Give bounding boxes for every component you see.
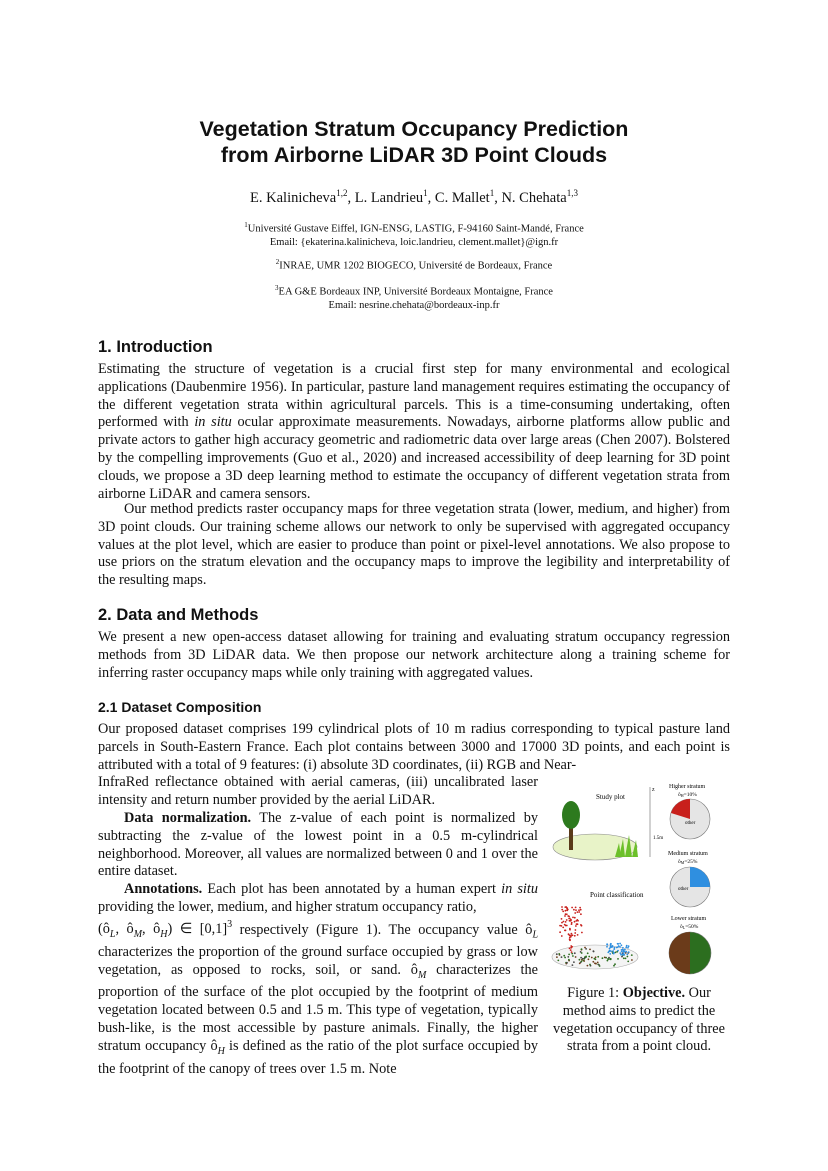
point-cloud-point [577,923,579,925]
text-run: respectively (Figure 1). The occupancy value ô [232,921,533,938]
study-plot-label: Study plot [596,793,625,801]
point-cloud-point [572,955,574,957]
point-cloud-point [575,925,577,927]
point-cloud-point [609,950,611,952]
point-cloud-point [574,932,576,934]
point-cloud-point [613,965,615,967]
point-cloud-point [570,949,572,951]
affil-email: Email: {ekaterina.kalinicheva, loic.landrieu, clement.mallet}@ign.fr [269,236,559,248]
point-cloud-point [622,947,624,949]
point-cloud-point [626,945,628,947]
point-cloud-point [587,952,589,954]
point-cloud-point [566,907,568,909]
point-cloud-point [579,963,581,965]
point-cloud-point [607,960,609,962]
point-cloud-point [607,958,609,960]
medium-stratum-value: ôM=25% [678,859,698,865]
point-cloud-point [585,948,587,950]
point-cloud-point [609,953,611,955]
title-line-1: Vegetation Stratum Occupancy Prediction [199,117,629,141]
author: E. Kalinicheva [250,189,337,206]
point-cloud-point [579,907,581,909]
z-axis-label: z [652,787,655,793]
affil-line: EA G&E Bordeaux INP, Université Bordeaux Montaigne, France [278,286,553,298]
point-cloud-point [566,962,568,964]
point-cloud-point [570,947,572,949]
point-cloud-point [581,961,583,963]
affil-line: Université Gustave Eiffel, IGN-ENSG, LASTIG, F-94160 Saint-Mandé, France [247,223,584,235]
point-cloud-point [617,943,619,945]
text-run: characterizes the proportion of the ground surface occupied by grass or low vegetation, as opposed to rocks, soil, or sand. ô [98,944,538,978]
point-cloud-point [628,951,630,953]
point-cloud-point [580,913,582,915]
point-cloud-point [624,949,626,951]
affil-number: 2 [275,258,280,266]
point-cloud-point [610,945,612,947]
tree-crown-icon [562,801,580,829]
point-cloud-point [615,952,617,954]
point-cloud-point [573,909,575,911]
point-cloud-point [575,929,577,931]
text-run: characterizes the proportion of the surface of the plot occupied by the footprint of medium vegetation located between 0.5 and 1.5 m. This type of vegetation, typically bush-like, is the most accessible by pasture animals. Finally, the higher stratum occupancy ô [98,961,538,1054]
dataset-paragraph-full: Our proposed dataset comprises 199 cylindrical plots of 10 m radius corresponding to typical pasture land parcels in South-Eastern France. Each plot contains between 3000 and 17000 3D points, and each point is attributed with a total of 9 features: (i) absolute 3D coordinates, (ii) RGB and Near- [98,721,730,773]
point-cloud-point [561,918,563,920]
point-cloud-point [565,921,567,923]
higher-stratum-label: Higher stratum [669,784,706,790]
point-cloud-point [576,919,578,921]
author-affil: 1 [489,188,495,198]
point-cloud-point [569,948,571,950]
point-cloud-point [598,964,600,966]
point-cloud-point [564,930,566,932]
caption-prefix: Figure 1: [567,985,623,1001]
annotations-paragraph: Annotations. Each plot has been annotated by a human expert in situ providing the lower, medium, and higher stratum occupancy ratio, ($ô_L$, $ô_M$, $ô_H$) ∈ $[0,1]^3$ respectively (Figure 1). The occupancy value $ô_L$ characterizes the proportion of the ground surface occupied by grass or low vegetation, as opposed to rocks, soil, or sand. $ô_M$ characterizes the proportion of the surface of the plot occupied by the footprint of medium vegetation located between 0.5 and 1.5 m. This type of vegetation, typically bush-like, is the most accessible by pasture animals. Finally, the higher stratum occupancy $ô_H$ is defined as the ratio of the plot surface occupied by the footprint of the canopy of trees over 1.5 m. Note [98,881,538,1077]
point-cloud-point [631,959,633,961]
point-cloud-point [569,918,571,920]
point-cloud-point [591,957,593,959]
emphasis: in situ [501,881,538,897]
point-cloud-point [625,946,627,948]
point-cloud-point [587,965,589,967]
point-cloud-point [580,909,582,911]
point-cloud-point [602,957,604,959]
point-cloud-point [561,922,563,924]
point-cloud-point [571,951,573,953]
point-cloud-point [583,960,585,962]
point-cloud-point [565,913,567,915]
point-cloud-point [574,952,576,954]
point-cloud-point [564,957,566,959]
point-cloud-point [568,916,570,918]
point-cloud-point [614,963,616,965]
point-cloud-point [562,911,564,913]
point-cloud-point [627,961,629,963]
point-cloud-point [574,921,576,923]
point-cloud-point [562,927,564,929]
intro-paragraph-1 [98,361,730,503]
pie-other-label: other [685,821,696,826]
point-cloud-point [571,922,573,924]
subsection-heading-dataset: 2.1 Dataset Composition [98,699,262,715]
point-cloud-point [574,912,576,914]
point-cloud-point [592,961,594,963]
affiliation-2 [0,256,828,273]
point-cloud-point [588,958,590,960]
figure-1-illustration [549,777,730,982]
author-affil: 1,3 [566,188,578,198]
point-cloud-point [628,945,630,947]
point-cloud-point [619,943,621,945]
point-cloud-point [575,909,577,911]
formula: ($ô_L$, $ô_M$, $ô_H$) ∈ $[0,1]^3$ [98,919,233,941]
point-cloud-point [578,909,580,911]
point-cloud-point [597,956,599,958]
point-cloud-point [564,906,566,908]
point-cloud-point [617,950,619,952]
caption-text: Our method aims to predict the vegetation occupancy of three strata from a point cloud. [553,985,725,1055]
point-cloud-point [581,925,583,927]
point-cloud-point [621,951,623,953]
point-cloud-point [606,946,608,948]
point-cloud-point [570,919,572,921]
point-cloud-point [561,906,563,908]
point-cloud-point [580,957,582,959]
affil-number: 3 [275,284,279,292]
point-cloud-point [607,952,609,954]
point-cloud-point [614,947,616,949]
text-run: is defined as the ratio of the plot surface occupied by the footprint of the canopy of trees over 1.5 m. Note [98,1037,538,1077]
point-cloud-point [574,935,576,937]
section-heading-introduction: 1. Introduction [98,338,213,356]
point-cloud-point [595,958,597,960]
point-cloud-point [569,928,571,930]
point-cloud-point [568,959,570,961]
point-cloud-point [584,957,586,959]
point-cloud-point [577,934,579,936]
point-cloud-point [610,943,612,945]
author-affil: 1 [423,188,428,198]
title-line-2: from Airborne LiDAR 3D Point Clouds [220,143,608,167]
point-cloud-point [565,925,567,927]
height-mark-label: 1.5m [653,836,664,841]
lower-stratum-value: ôL=50% [680,924,699,930]
point-cloud-point [575,956,577,958]
point-cloud-point [589,949,591,951]
paper-title [0,116,828,168]
point-cloud-point [566,909,568,911]
point-cloud-point [561,909,563,911]
point-cloud-point [563,955,565,957]
point-cloud-point [620,954,622,956]
figure-1-caption [546,985,732,1056]
text-run: providing the lower, medium, and higher stratum occupancy ratio, [98,898,477,915]
point-cloud-point [573,961,575,963]
higher-stratum-value: ôH=10% [678,792,697,798]
text-run: Estimating the structure of vegetation is a crucial first step for many environmental and ecological applications (Daubenmire 1956). In particular, pasture land management requires estimating the occupancy of the different vegetation strata within agricultural parcels. This is a time-consuming undertaking, often performed with [98,361,730,431]
point-cloud-point [564,915,566,917]
point-cloud-point [624,951,626,953]
point-cloud-point [589,964,591,966]
point-cloud-point [604,957,606,959]
point-cloud-point [568,954,570,956]
author-sep: , [347,189,355,206]
point-cloud-point [570,945,572,947]
emphasis: in situ [194,414,232,431]
point-cloud-point [572,917,574,919]
point-cloud-point [606,943,608,945]
affil-number: 1 [244,221,248,229]
point-cloud-point [561,956,563,958]
point-cloud-point [585,956,587,958]
point-cloud-point [561,935,563,937]
point-cloud-point [625,958,627,960]
author: L. Landrieu [354,189,424,206]
point-cloud-point [618,945,620,947]
caption-bold: Objective. [622,985,686,1001]
point-cloud-point [570,935,572,937]
medium-stratum-label: Medium stratum [668,851,708,857]
methods-paragraph: We present a new open-access dataset allowing for training and evaluating stratum occupancy regression methods from 3D LiDAR data. We then propose our network architecture along a training scheme for inferring raster occupancy maps while only training with aggregated values. [98,629,730,681]
point-cloud-point [612,945,614,947]
point-cloud-point [584,947,586,949]
point-cloud-point [612,950,614,952]
point-cloud-point [623,957,625,959]
point-cloud-point [561,925,563,927]
text-run: The z-value of each point is normalized by subtracting the z-value of the lowest point in a 0.5 m-cylindrical neighborhood. Moreover, all values are normalized between 0 and 1 over the entire dataset. [98,810,538,880]
author: C. Mallet [434,189,490,206]
dataset-paragraph-rest: InfraRed reflectance obtained with aerial cameras, (iii) uncalibrated laser intensity and return number provided by the aerial LiDAR. [98,774,538,808]
normalization-paragraph [98,810,538,881]
point-cloud-point [597,962,599,964]
point-cloud-point [579,959,581,961]
point-cloud-point [621,949,623,951]
point-cloud-point [577,911,579,913]
point-cloud-point [565,910,567,912]
point-cloud-point [617,958,619,960]
run-in-heading: Data normalization. [124,810,252,826]
point-cloud-point [613,952,615,954]
point-cloud-point [621,944,623,946]
pie-other-label: other [678,887,689,892]
affil-line: INRAE, UMR 1202 BIOGECO, Université de Bordeaux, France [279,260,553,272]
point-cloud-point [627,956,629,958]
point-cloud-point [580,951,582,953]
lower-stratum-soil-slice [669,932,690,974]
point-cloud-point [619,952,621,954]
affil-email: Email: nesrine.chehata@bordeaux-inp.fr [328,299,500,311]
point-cloud-point [594,962,596,964]
affiliation-3 [0,282,828,312]
point-cloud-point [588,956,590,958]
author-sep: , [494,189,502,206]
point-cloud-point [581,959,583,961]
point-cloud-point [567,956,569,958]
point-cloud-point [569,939,571,941]
medium-stratum-slice [690,867,710,887]
point-cloud-point [575,907,577,909]
point-cloud-point [574,917,576,919]
point-cloud-point [625,951,627,953]
author: N. Chehata [501,189,567,206]
point-cloud-point [593,951,595,953]
section-heading-methods: 2. Data and Methods [98,606,259,624]
point-cloud-point [558,953,560,955]
point-cloud-point [631,954,633,956]
point-cloud-point [556,956,558,958]
point-cloud-point [610,959,612,961]
point-cloud-point [595,956,597,958]
point-cloud-point [559,931,561,933]
point-cloud-point [581,948,583,950]
author-affil: 1,2 [336,188,348,198]
point-cloud-point [578,911,580,913]
point-cloud-point [571,933,573,935]
lower-stratum-label: Lower stratum [671,916,707,922]
intro-paragraph-2: Our method predicts raster occupancy maps for three vegetation strata (lower, medium, and higher) from 3D point clouds. Our training scheme allows our network to only be supervised with aggregated occupancy values at the plot level, which are easier to produce than point or pixel-level annotations. We also propose to use priors on the stratum elevation and the occupancy maps to improve the legibility and interpretability of the resulting maps. [98,501,730,589]
point-cloud-point [556,953,558,955]
point-cloud-point [626,954,628,956]
author-list [0,188,828,207]
run-in-heading: Annotations. [124,881,203,897]
text-run: ocular approximate measurements. Nowadays, airborne platforms allow public and private actors to gather high accuracy geometric and radiometric data over large areas (Chen 2007). Bolstered by the compelling improvements (Guo et al., 2020) and increased accessibility of deep learning for 3D point clouds, we propose a 3D deep learning method to estimate the occupancy of different vegetation strata from airborne LiDAR and camera sensors. [98,414,730,502]
point-cloud-point [566,919,568,921]
point-cloud-point [581,932,583,934]
affiliation-1 [0,219,828,249]
text-run: Each plot has been annotated by a human expert [202,881,502,897]
author-sep: , [427,189,435,206]
point-classification-label: Point classification [590,891,644,899]
point-cloud-point [571,907,573,909]
point-cloud-point [563,921,565,923]
point-cloud-point [572,964,574,966]
point-cloud-point [557,960,559,962]
point-cloud-point [627,947,629,949]
